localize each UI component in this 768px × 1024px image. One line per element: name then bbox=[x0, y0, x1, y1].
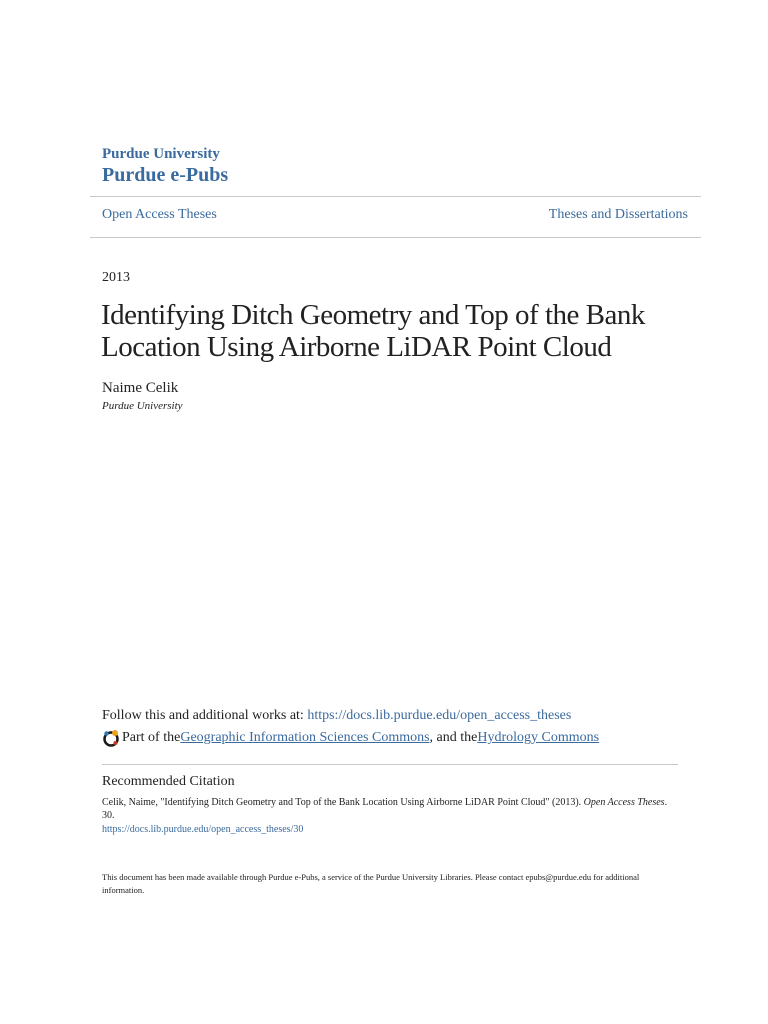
footer-note: This document has been made available through Purdue e-Pubs, a service of the Purdue University Libraries. Please contact epubs@purdue.edu for additional information. bbox=[102, 872, 640, 895]
author-name: Naime Celik bbox=[102, 380, 179, 396]
top-divider bbox=[90, 196, 701, 197]
theses-and-dissertations-link[interactable]: Theses and Dissertations bbox=[548, 207, 688, 222]
author-affiliation: Purdue University bbox=[102, 400, 183, 412]
part-of-line bbox=[102, 729, 599, 747]
collection-url-link[interactable]: https://docs.lib.purdue.edu/open_access_theses bbox=[307, 708, 572, 723]
citation-divider bbox=[102, 764, 678, 765]
citation-end: . 30. bbox=[102, 797, 668, 821]
part-of-middle: , and the bbox=[429, 730, 478, 745]
bepress-commons-icon bbox=[102, 729, 120, 747]
university-link[interactable]: Purdue University bbox=[102, 146, 220, 162]
geographic-information-sciences-commons-link[interactable]: Geographic Information Sciences Commons bbox=[180, 730, 430, 745]
hydrology-commons-link[interactable]: Hydrology Commons bbox=[477, 730, 600, 745]
recommended-citation-heading: Recommended Citation bbox=[102, 774, 235, 789]
follow-line bbox=[102, 708, 571, 724]
open-access-theses-link[interactable]: Open Access Theses bbox=[102, 207, 217, 222]
publication-year: 2013 bbox=[102, 270, 130, 285]
follow-prefix: Follow this and additional works at: bbox=[102, 708, 308, 723]
nav-divider bbox=[90, 237, 701, 238]
citation-text bbox=[102, 796, 668, 822]
citation-main: Celik, Naime, "Identifying Ditch Geometry and Top of the Bank Location Using Airborne LiDAR Point Cloud" (2013). bbox=[102, 797, 584, 808]
citation-url-link[interactable]: https://docs.lib.purdue.edu/open_access_theses/30 bbox=[102, 824, 304, 835]
citation-series: Open Access Theses bbox=[583, 797, 665, 808]
part-of-prefix: Part of the bbox=[122, 730, 181, 745]
institution-header bbox=[102, 145, 228, 187]
repository-link[interactable]: Purdue e-Pubs bbox=[102, 164, 229, 186]
document-title: Identifying Ditch Geometry and Top of the Bank Location Using Airborne LiDAR Point Cloud bbox=[101, 299, 645, 363]
